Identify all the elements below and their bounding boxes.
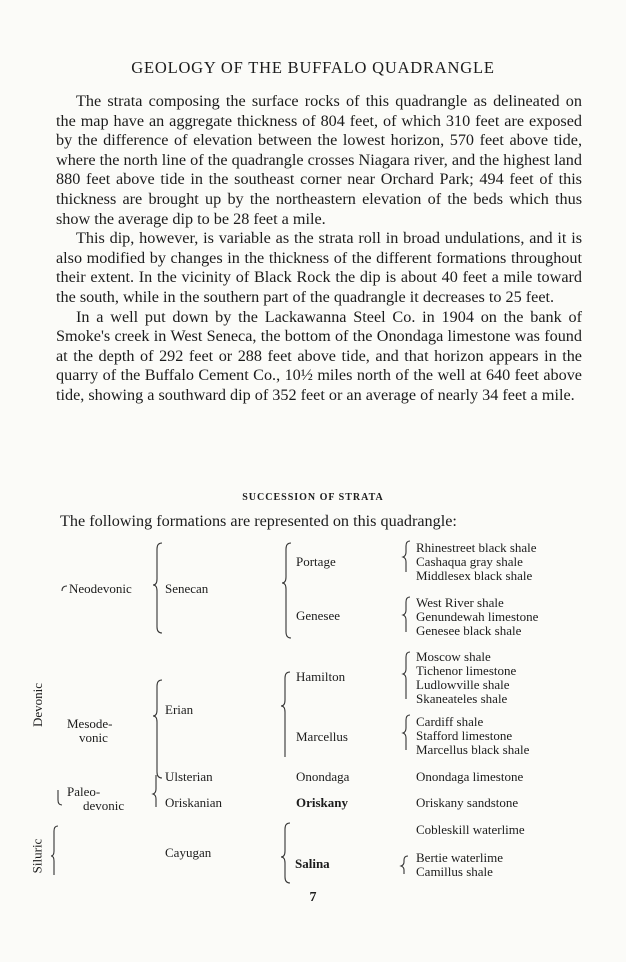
formation-oriskany-sandstone: Oriskany sandstone xyxy=(416,795,519,810)
group-oriskany: Oriskany xyxy=(296,795,349,810)
stage-ulsterian: Ulsterian xyxy=(165,769,213,784)
group-onondaga: Onondaga xyxy=(296,769,350,784)
group-portage: Portage xyxy=(296,554,336,569)
group-hamilton: Hamilton xyxy=(296,669,346,684)
formation-middlesex: Middlesex black shale xyxy=(416,568,533,583)
system-siluric: Siluric xyxy=(29,838,45,874)
formation-genesee-black: Genesee black shale xyxy=(416,623,522,638)
formation-ludlowville: Ludlowville shale xyxy=(416,677,510,692)
formation-skaneateles: Skaneateles shale xyxy=(416,691,508,706)
series-paleodevonic-1: Paleo- xyxy=(67,784,101,799)
formation-rhinestreet: Rhinestreet black shale xyxy=(416,540,537,555)
paragraph-1: The strata composing the surface rocks of this quadrangle as delineated on the map have an aggregate thickness of 804 feet, of which 310 feet are exposed by the difference of elevation between the lowest horizon, 570 feet above tide, where the north line of the quadrangle crosses Niagara river, and the highest land 880 feet above tide in the southeast corner near Orchard Park; 494 feet of this thickness are brought up by the northeastern elevation of the beds which thus show the average dip to be 28 feet a mile. xyxy=(56,92,582,228)
series-mesodevonic-2: vonic xyxy=(79,730,108,745)
paragraph-2: This dip, however, is variable as the strata roll in broad undulations, and it is also modified by changes in the thickness of the different formations throughout their extent. In the vicinity of Black Rock the dip is about 40 feet a mile toward the south, while in the southern part of the quadrangle it decreases to 25 feet. xyxy=(56,229,582,306)
stage-erian: Erian xyxy=(165,702,194,717)
running-header: GEOLOGY OF THE BUFFALO QUADRANGLE xyxy=(131,58,495,77)
formation-camillus: Camillus shale xyxy=(416,864,493,879)
stage-oriskanian: Oriskanian xyxy=(165,795,223,810)
stage-senecan: Senecan xyxy=(165,581,209,596)
formation-tichenor: Tichenor limestone xyxy=(416,663,517,678)
formation-genundewah: Genundewah limestone xyxy=(416,609,539,624)
paragraph-3: In a well put down by the Lackawanna Steel Co. in 1904 on the bank of Smoke's creek in West Seneca, the bottom of the Onondaga limestone was found at the depth of 292 feet or 288 feet above tide, and that horizon appears in the quarry of the Buffalo Cement Co., 10½ miles north of the well at 640 feet above tide, showing a southward dip of 352 feet or an average of nearly 34 feet a mile. xyxy=(56,307,582,404)
formation-onondaga-limestone: Onondaga limestone xyxy=(416,769,524,784)
formation-stafford: Stafford limestone xyxy=(416,728,513,743)
section-title: SUCCESSION OF STRATA xyxy=(242,492,384,503)
formation-bertie: Bertie waterlime xyxy=(416,850,503,865)
formation-marcellus-black: Marcellus black shale xyxy=(416,742,530,757)
group-genesee: Genesee xyxy=(296,608,341,623)
formation-cobleskill: Cobleskill waterlime xyxy=(416,822,525,837)
series-neodevonic: Neodevonic xyxy=(69,581,132,596)
formation-cashaqua: Cashaqua gray shale xyxy=(416,554,523,569)
formation-west-river: West River shale xyxy=(416,595,504,610)
system-devonic: Devonic xyxy=(30,682,46,728)
group-salina: Salina xyxy=(295,856,330,871)
intro-line: The following formations are represented on this quadrangle: xyxy=(60,512,457,530)
series-paleodevonic-2: devonic xyxy=(83,798,125,813)
formation-moscow: Moscow shale xyxy=(416,649,491,664)
page-number: 7 xyxy=(309,890,317,905)
group-marcellus: Marcellus xyxy=(296,729,348,744)
stage-cayugan: Cayugan xyxy=(165,845,212,860)
series-mesodevonic-1: Mesode- xyxy=(67,716,113,731)
formation-cardiff: Cardiff shale xyxy=(416,714,484,729)
